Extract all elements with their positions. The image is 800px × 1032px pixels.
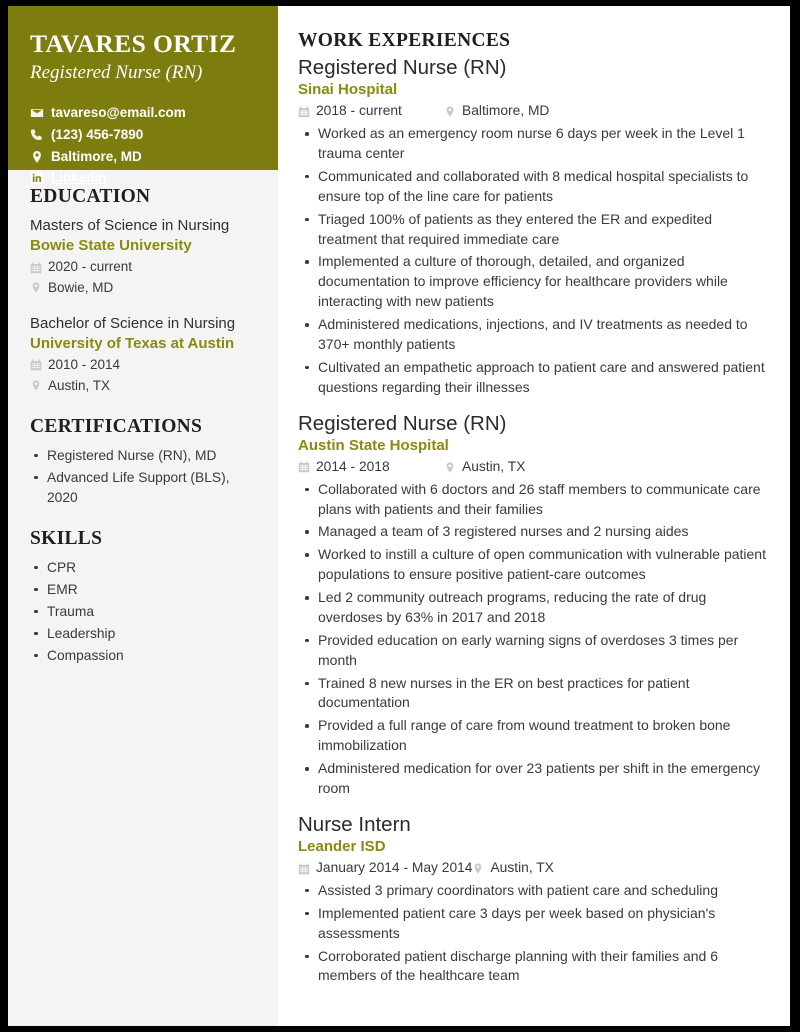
education-dates-row [30, 355, 256, 375]
job-location-row [444, 101, 549, 122]
list-item: CPR [30, 558, 256, 578]
education-entry [30, 314, 256, 396]
list-item: EMR [30, 580, 256, 600]
list-item: Worked as an emergency room nurse 6 days per week in the Level 1 trauma center [298, 124, 768, 164]
job-bullet-list [298, 881, 768, 986]
education-heading: EDUCATION [30, 186, 151, 207]
certifications-section [30, 416, 256, 508]
job-role: Nurse Intern [298, 812, 411, 836]
resume-page [8, 6, 790, 1026]
list-item: Provided education on early warning signs of overdoses 3 times per month [298, 631, 768, 671]
certifications-heading: CERTIFICATIONS [30, 415, 203, 437]
job-bullet-list [298, 480, 768, 799]
list-item: Collaborated with 6 doctors and 26 staff members to communicate care plans with patients and their families [298, 480, 768, 520]
contact-location [30, 146, 256, 168]
certifications-list [30, 446, 256, 508]
calendar-icon [30, 261, 42, 274]
location-pin-icon [30, 379, 42, 392]
list-item: Advanced Life Support (BLS), 2020 [30, 468, 256, 508]
list-item: Administered medications, injections, and IV treatments as needed to 370+ monthly patients [298, 315, 768, 355]
location-pin-icon [30, 150, 44, 164]
education-section [30, 186, 256, 396]
job-dates: 2014 - 2018 [316, 458, 390, 474]
list-item: Leadership [30, 624, 256, 644]
list-item: Managed a team of 3 registered nurses and 2 nursing aides [298, 522, 768, 542]
location-pin-icon [472, 862, 484, 875]
skills-list [30, 558, 256, 666]
work-experience-column [278, 6, 790, 1026]
candidate-job-title: Registered Nurse (RN) [30, 62, 203, 84]
job-location: Baltimore, MD [462, 103, 550, 119]
education-dates: 2020 - current [48, 259, 133, 275]
list-item: Corroborated patient discharge planning with their families and 6 members of the healthcare team [298, 947, 768, 987]
calendar-icon [298, 862, 310, 875]
education-entry [30, 216, 256, 298]
education-location-row [30, 278, 256, 298]
list-item: Triaged 100% of patients as they entered the ER and expedited treatment that required immediate care [298, 210, 768, 250]
list-item: Cultivated an empathetic approach to patient care and answered patient questions regarding their illnesses [298, 358, 768, 398]
list-item: Worked to instill a culture of open communication with vulnerable patient populations to ensure positive patient-care outcomes [298, 545, 768, 585]
job-dates: 2018 - current [316, 103, 402, 119]
job-bullet-list [298, 124, 768, 397]
list-item: Trained 8 new nurses in the ER on best practices for patient documentation [298, 674, 768, 714]
location-pin-icon [444, 461, 456, 474]
job-meta [298, 457, 768, 478]
job-dates: January 2014 - May 2014 [316, 860, 473, 876]
calendar-icon [298, 105, 310, 118]
education-dates: 2010 - 2014 [48, 357, 121, 373]
envelope-icon [30, 106, 44, 120]
contact-phone [30, 124, 256, 146]
education-dates-row [30, 257, 256, 277]
list-item: Compassion [30, 646, 256, 666]
contact-linkedin-link[interactable]: LinkedIn [51, 170, 107, 186]
education-school: Bowie State University [30, 237, 192, 255]
skills-heading: SKILLS [30, 527, 103, 549]
sidebar-body [8, 170, 278, 678]
phone-icon [30, 128, 44, 142]
sidebar [8, 6, 278, 1026]
list-item: Implemented patient care 3 days per week based on physician's assessments [298, 904, 768, 944]
job-meta [298, 101, 768, 122]
work-experiences-heading: WORK EXPERIENCES [298, 30, 511, 51]
list-item: Implemented a culture of thorough, detailed, and organized documentation to improve efficiency for healthcare providers while interacting with new patients [298, 252, 768, 312]
linkedin-icon [30, 171, 44, 185]
sidebar-header-block [8, 6, 278, 186]
list-item: Trauma [30, 602, 256, 622]
education-location: Bowie, MD [48, 279, 114, 295]
job-role: Registered Nurse (RN) [298, 411, 507, 435]
list-item: Administered medication for over 23 patients per shift in the emergency room [298, 759, 768, 799]
contact-email-text: tavareso@email.com [51, 104, 186, 120]
job-company: Leander ISD [298, 837, 386, 855]
list-item: Provided a full range of care from wound treatment to broken bone immobilization [298, 716, 768, 756]
contact-phone-text: (123) 456-7890 [51, 126, 144, 142]
job-entry [298, 813, 768, 987]
education-degree: Masters of Science in Nursing [30, 217, 230, 234]
list-item: Assisted 3 primary coordinators with patient care and scheduling [298, 881, 768, 901]
education-degree: Bachelor of Science in Nursing [30, 314, 236, 332]
calendar-icon [30, 359, 42, 372]
candidate-name: TAVARES ORTIZ [30, 29, 237, 58]
job-dates-row [298, 101, 444, 122]
job-dates-row [298, 457, 444, 478]
education-location: Austin, TX [48, 377, 111, 393]
job-location-row [472, 858, 553, 879]
job-meta [298, 858, 768, 879]
location-pin-icon [30, 281, 42, 294]
job-role: Registered Nurse (RN) [298, 56, 507, 79]
list-item: Led 2 community outreach programs, reducing the rate of drug overdoses by 63% in 2017 and 2018 [298, 588, 768, 628]
list-item: Communicated and collaborated with 8 medical hospital specialists to ensure top of the line care for patients [298, 167, 768, 207]
education-location-row [30, 376, 256, 396]
job-dates-row [298, 858, 472, 879]
contact-location-text: Baltimore, MD [51, 148, 142, 164]
job-location: Austin, TX [490, 860, 554, 876]
calendar-icon [298, 461, 310, 474]
skills-section [30, 528, 256, 666]
job-entry [298, 412, 768, 799]
list-item: Registered Nurse (RN), MD [30, 446, 256, 466]
contact-email [30, 102, 256, 124]
job-company: Sinai Hospital [298, 81, 398, 99]
job-location: Austin, TX [462, 458, 526, 474]
education-school: University of Texas at Austin [30, 335, 235, 353]
job-company: Austin State Hospital [298, 436, 449, 454]
job-location-row [444, 457, 525, 478]
job-entry [298, 56, 768, 398]
location-pin-icon [444, 105, 456, 118]
